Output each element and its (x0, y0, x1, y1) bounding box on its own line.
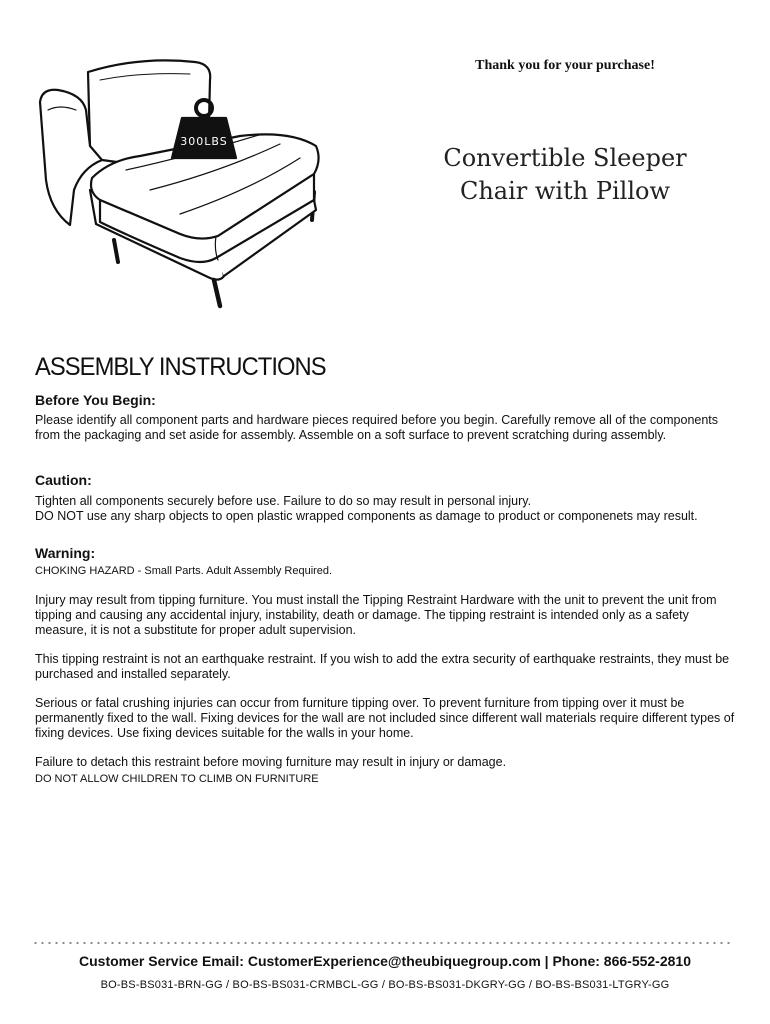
before-you-begin-text: Please identify all component parts and hardware pieces required before you begin. Carefully remove all of the components from the packaging and set aside for assembly. Assemble on a soft surface to prevent scratching during assembly. (35, 413, 719, 442)
caution-heading: Caution: (35, 472, 92, 488)
dotted-divider (32, 941, 732, 945)
caution-text-1: Tighten all components securely before use. Failure to do so may result in personal injury. (35, 494, 532, 508)
sku-list: BO-BS-BS031-BRN-GG / BO-BS-BS031-CRMBCL-GG / BO-BS-BS031-DKGRY-GG / BO-BS-BS031-LTGRY-GG (100, 979, 670, 991)
weight-label: 300LBS (180, 135, 228, 148)
warning-paragraph-3: Serious or fatal crushing injuries can occur from furniture tipping over. To prevent furniture from tipping over it must be permanently fixed to the wall. Fixing devices for the wall are not included since different wall materials require different types of fixing devices. Use fixing devices suitable for the walls in your home. (35, 696, 735, 740)
product-title (395, 142, 735, 208)
product-title-line-1: Convertible Sleeper (443, 144, 687, 172)
choking-hazard-text: CHOKING HAZARD - Small Parts. Adult Assembly Required. (35, 565, 333, 577)
product-title-line-2: Chair with Pillow (459, 177, 671, 205)
warning-paragraph-1: Injury may result from tipping furniture. You must install the Tipping Restraint Hardware with the unit to prevent the unit from tipping and causing any accidental injury, instability, death or damage. The tipping restraint is intended only as a safety measure, it is not a substitute for proper adult supervision. (35, 593, 717, 637)
warning-paragraph-2: This tipping restraint is not an earthquake restraint. If you wish to add the extra security of earthquake restraints, they must be purchased and installed separately. (35, 652, 730, 681)
thank-you-note: Thank you for your purchase! (475, 58, 655, 73)
assembly-instructions-title: ASSEMBLY INSTRUCTIONS (35, 353, 326, 381)
children-warning-text: DO NOT ALLOW CHILDREN TO CLIMB ON FURNITURE (35, 773, 319, 785)
chair-illustration (30, 50, 330, 312)
caution-text-2: DO NOT use any sharp objects to open plastic wrapped components as damage to product or componenets may result. (35, 509, 698, 523)
warning-paragraph-4: Failure to detach this restraint before moving furniture may result in injury or damage. (35, 755, 507, 769)
warning-heading: Warning: (35, 545, 96, 561)
customer-service-contact: Customer Service Email: CustomerExperience@theubiquegroup.com | Phone: 866-552-2810 (79, 953, 691, 969)
instructions-body (35, 393, 735, 787)
before-you-begin-heading: Before You Begin: (35, 392, 156, 408)
